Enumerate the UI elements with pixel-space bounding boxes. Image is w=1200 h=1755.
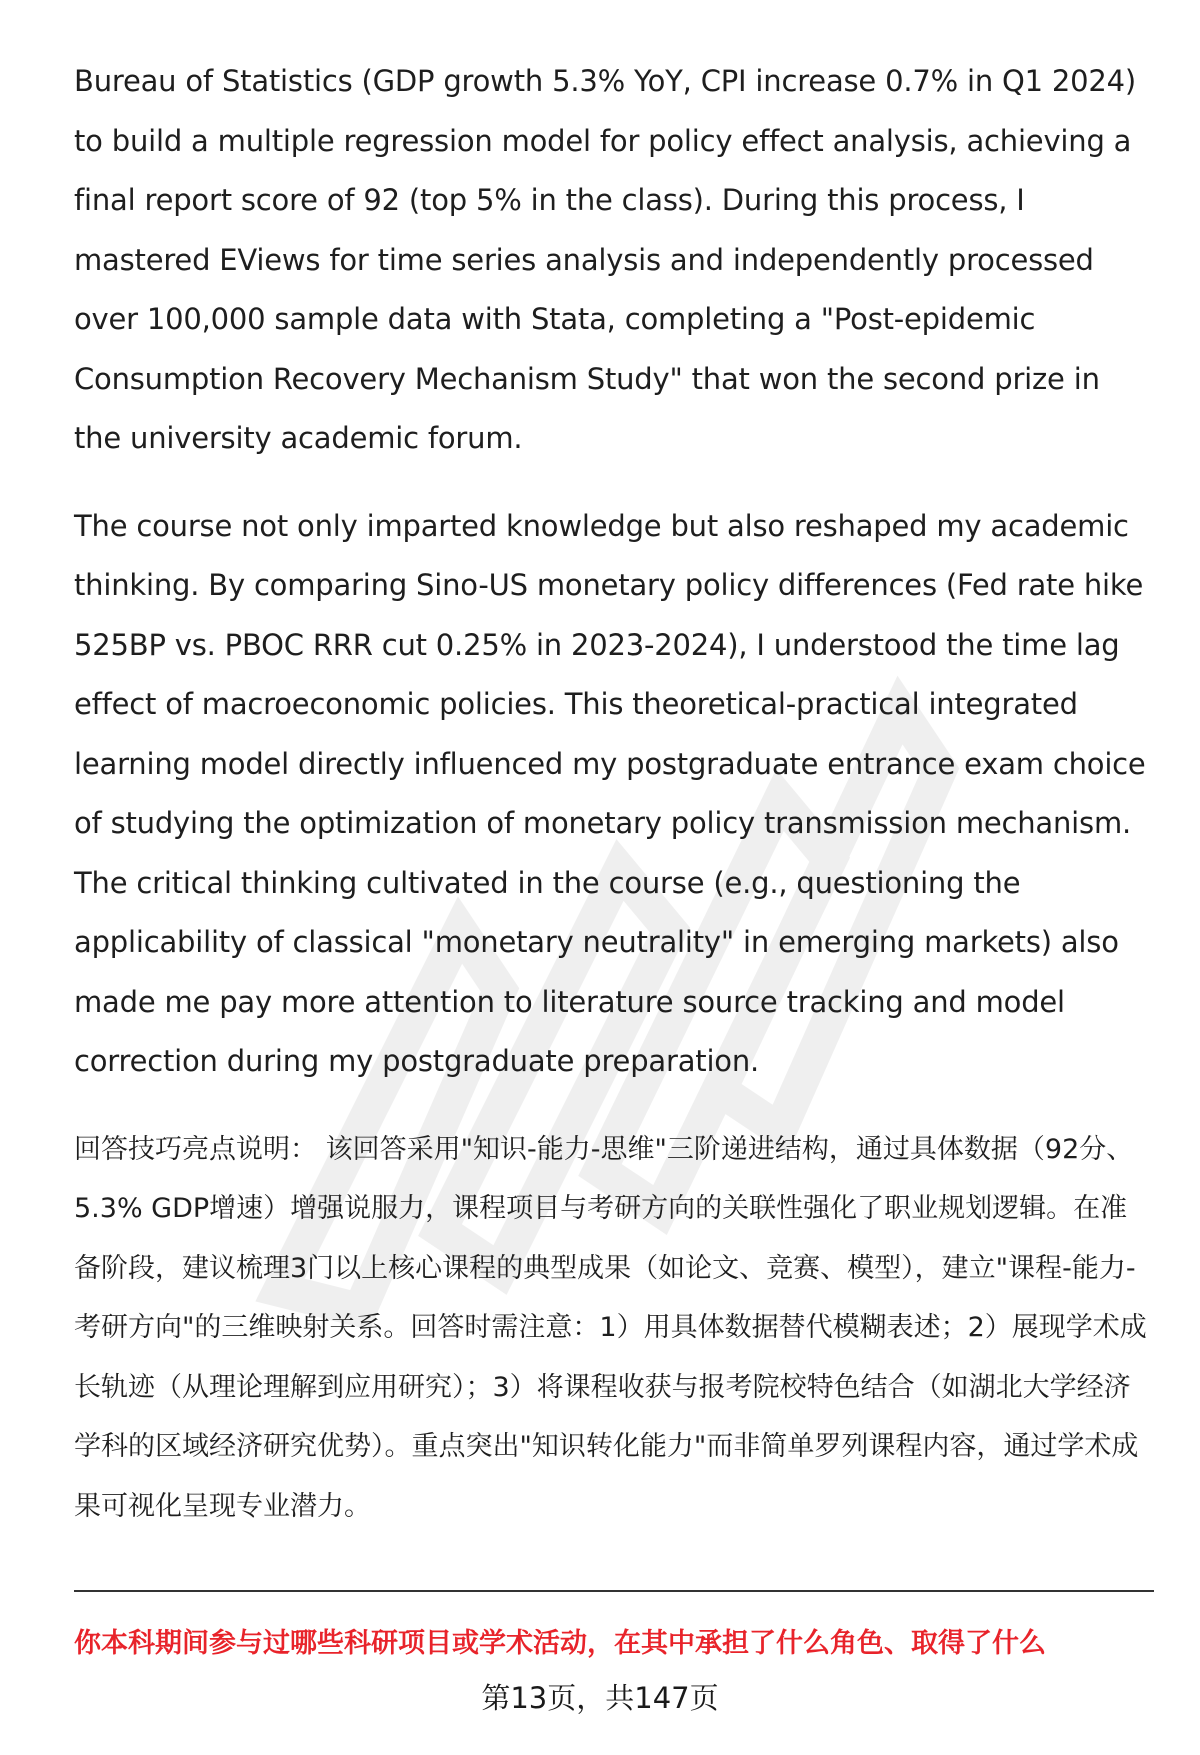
section-divider	[74, 1590, 1154, 1592]
answer-paragraph-2: The course not only imparted knowledge but also reshaped my academic thinking. By comparing Sino-US monetary policy differences (Fed rate hike 525BP vs. PBOC RRR cut 0.25% in 2023-2024), I understood the time lag effect of macroeconomic policies. This theoretical-practical integrated learning model directly influenced my postgraduate entrance exam choice of studying the optimization of monetary policy transmission mechanism. The critical thinking cultivated in the course (e.g., questioning the applicability of classical "monetary neutrality" in emerging markets) also made me pay more attention to literature source tracking and model correction during my postgraduate preparation.	[74, 508, 1146, 1078]
answer-paragraph-1: Bureau of Statistics (GDP growth 5.3% YoY, CPI increase 0.7% in Q1 2024) to build a multiple regression model for policy effect analysis, achieving a final report score of 92 (top 5% in the class). During this process, I mastered EViews for time series analysis and independently processed over 100,000 sample data with Stata, completing a "Post-epidemic Consumption Recovery Mechanism Study" that won the second prize in the university academic forum.	[74, 64, 1137, 455]
next-question-heading: 你本科期间参与过哪些科研项目或学术活动，在其中承担了什么角色、取得了什么	[74, 1628, 1046, 1659]
page-number: 第13页，共147页	[481, 1681, 719, 1715]
tips-paragraph: 回答技巧亮点说明： 该回答采用"知识-能力-思维"三阶递进结构，通过具体数据（92分、5.3% GDP增速）增强说服力，课程项目与考研方向的关联性强化了职业规划逻辑。在准备阶段，建议梳理3门以上核心课程的典型成果（如论文、竞赛、模型），建立"课程-能力-考研方向"的三维映射关系。回答时需注意：1）用具体数据替代模糊表述；2）展现学术成长轨迹（从理论理解到应用研究）；3）将课程收获与报考院校特色结合（如湖北大学经济学科的区域经济研究优势）。重点突出"知识转化能力"而非简单罗列课程内容，通过学术成果可视化呈现专业潜力。	[74, 1133, 1147, 1522]
body-content	[74, 52, 1154, 1536]
